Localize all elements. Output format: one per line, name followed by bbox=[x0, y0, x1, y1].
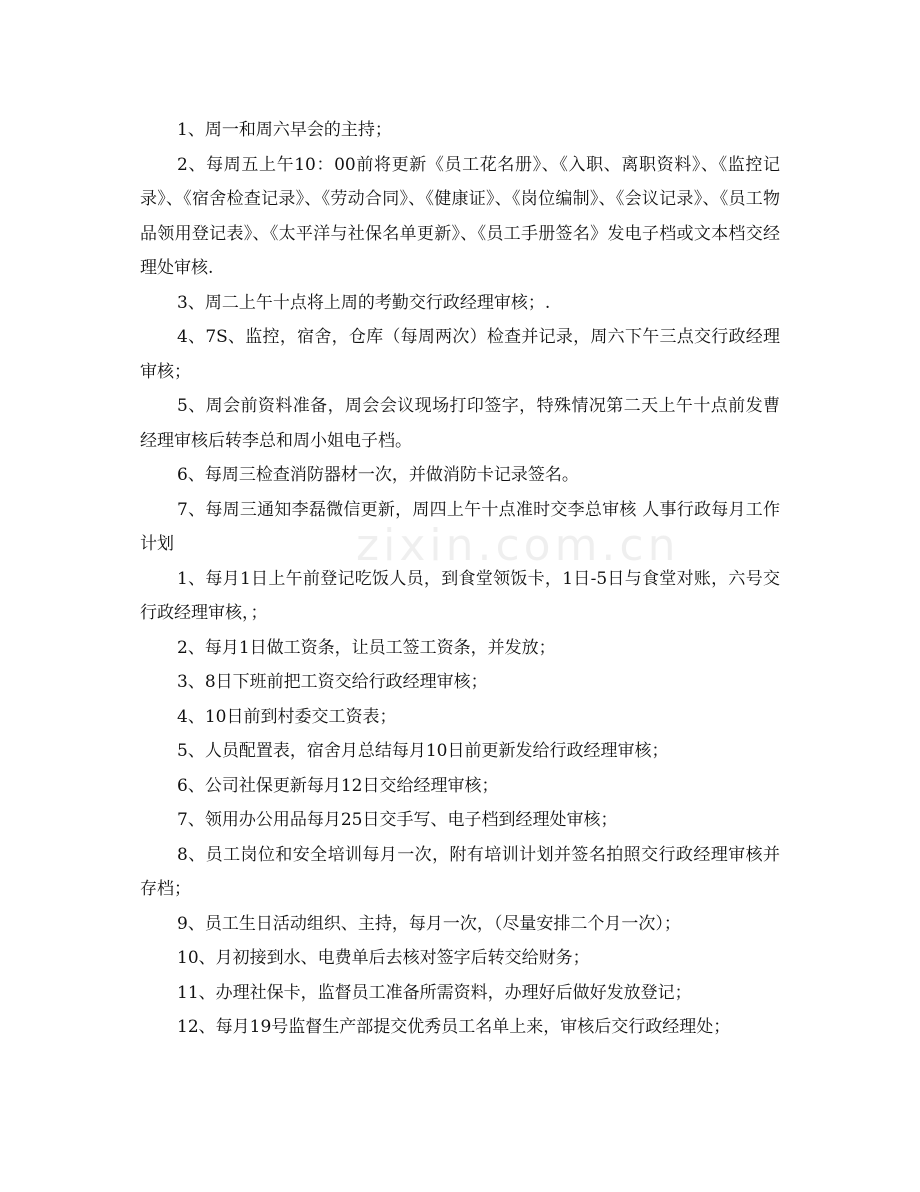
paragraph-monthly-9: 9、员工生日活动组织、主持，每月一次，（尽量安排二个月一次）； bbox=[177, 913, 681, 934]
paragraph-weekly-4: 4、7S、监控，宿舍，仓库（每周两次）检查并记录，周六下午三点交行政经理审核； bbox=[140, 327, 780, 382]
paragraph-monthly-12: 12、每月19号监督生产部提交优秀员工名单上来，审核后交行政经理处； bbox=[177, 1017, 731, 1037]
paragraph-monthly-11: 11、办理社保卡，监督员工准备所需资料，办理好后做好发放登记； bbox=[177, 982, 692, 1003]
paragraph-weekly-2: 2、每周五上午10：00前将更新《员工花名册》、《入职、离职资料》、《监控记录》、《宿舍检查记录》、《劳动合同》、《健康证》、《岗位编制》、《会议记录》、《员工物品领用登记表》、《太平洋与社保名单更新》、《员工手册签名》发电子档或文本档交经理处审核. bbox=[140, 154, 780, 278]
paragraph-weekly-6: 6、每周三检查消防器材一次，并做消防卡记录签名。 bbox=[177, 465, 579, 485]
paragraph-monthly-6: 6、公司社保更新每月12日交给经理审核； bbox=[177, 775, 499, 796]
watermark: zixin.com.cn bbox=[356, 520, 680, 571]
paragraph-monthly-4: 4、10日前到村委交工资表； bbox=[177, 706, 397, 727]
paragraph-monthly-10: 10、月初接到水、电费单后去核对签字后转交给财务； bbox=[177, 948, 590, 968]
document-body bbox=[140, 113, 780, 1045]
paragraph-monthly-7: 7、领用办公用品每月25日交手写、电子档到经理处审核； bbox=[177, 810, 618, 830]
paragraph-weekly-7: 7、每周三通知李磊微信更新，周四上午十点准时交李总审核 人事行政每月工作计划 bbox=[140, 499, 780, 554]
paragraph-weekly-3: 3、周二上午十点将上周的考勤交行政经理审核；. bbox=[177, 292, 551, 313]
paragraph-monthly-8: 8、员工岗位和安全培训每月一次，附有培训计划并签名拍照交行政经理审核并存档； bbox=[140, 844, 780, 899]
paragraph-monthly-5: 5、人员配置表，宿舍月总结每月10日前更新发给行政经理审核； bbox=[177, 741, 669, 761]
paragraph-monthly-2: 2、每月1日做工资条，让员工签工资条，并发放； bbox=[177, 637, 556, 658]
paragraph-weekly-5: 5、周会前资料准备，周会会议现场打印签字，特殊情况第二天上午十点前发曹经理审核后转李总和周小姐电子档。 bbox=[140, 396, 780, 451]
paragraph-weekly-1: 1、周一和周六早会的主持； bbox=[177, 120, 392, 140]
paragraph-monthly-1: 1、每月1日上午前登记吃饭人员，到食堂领饭卡，1日-5日与食堂对账，六号交行政经理审核，； bbox=[140, 568, 780, 623]
paragraph-monthly-3: 3、8日下班前把工资交给行政经理审核； bbox=[177, 672, 488, 692]
